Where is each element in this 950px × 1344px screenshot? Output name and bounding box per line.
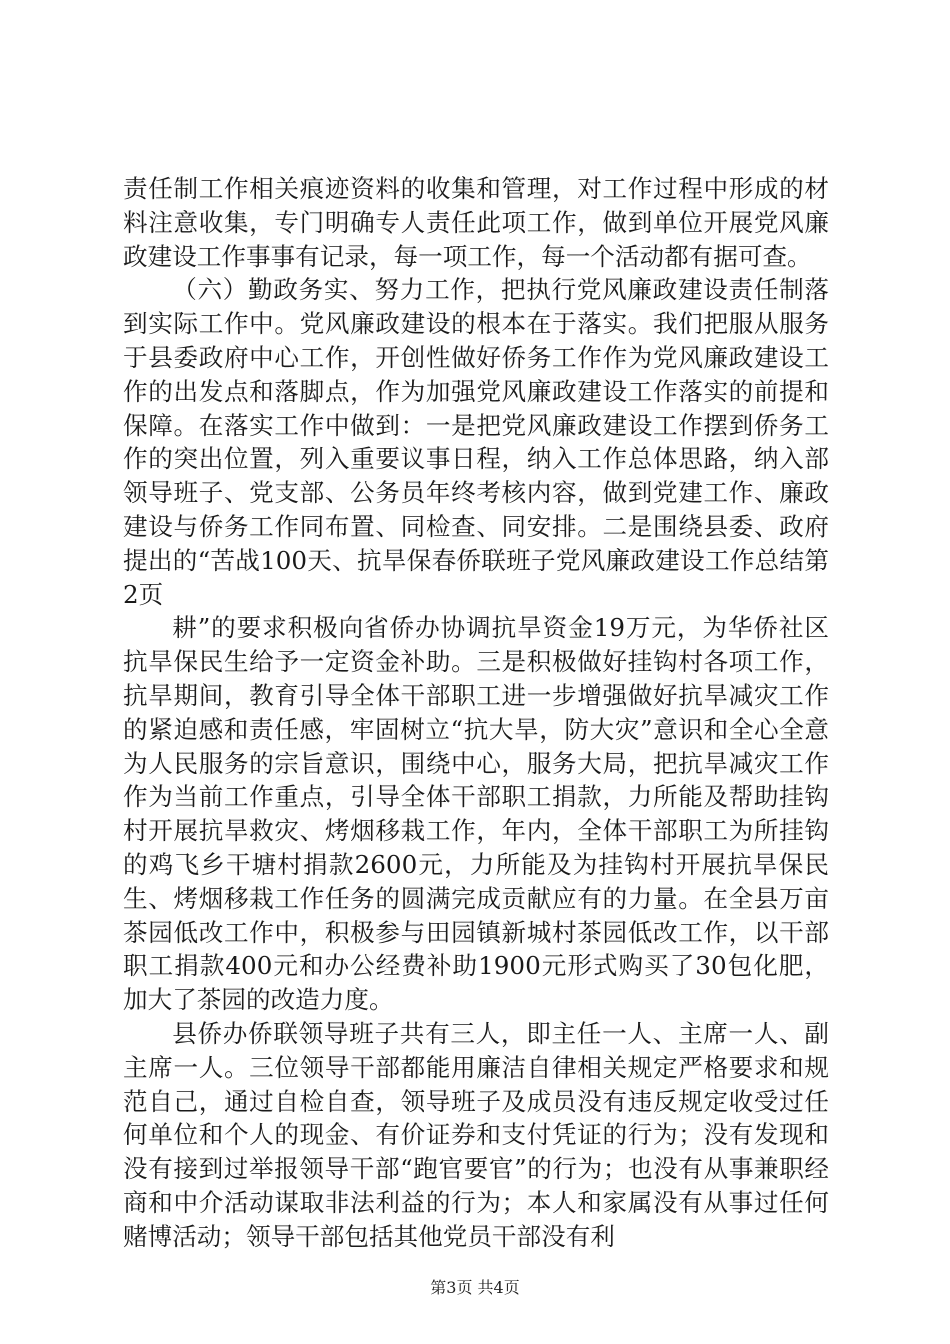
paragraph-2: （六）勤政务实、努力工作，把执行党风廉政建设责任制落到实际工作中。党风廉政建设的根本在于落实。我们把服从服务于县委政府中心工作，开创性做好侨务工作作为党风廉政建设工作的出发点和落脚点，作为加强党风廉政建设工作落实的前提和保障。在落实工作中做到：一是把党风廉政建设工作摆到侨务工作的突出位置，列入重要议事日程，纳入工作总体思路，纳入部领导班子、党支部、公务员年终考核内容，做到党建工作、廉政建设与侨务工作同布置、同检查、同安排。二是围绕县委、政府提出的“苦战100天、抗旱保春侨联班子党风廉政建设工作总结第2页 [123,275,829,609]
paragraph-4: 县侨办侨联领导班子共有三人，即主任一人、主席一人、副主席一人。三位领导干部都能用廉洁自律相关规定严格要求和规范自己，通过自检自查，领导班子及成员没有违反规定收受过任何单位和个人的现金、有价证券和支付凭证的行为；没有发现和没有接到过举报领导干部“跑官要官”的行为；也没有从事兼职经商和中介活动谋取非法利益的行为；本人和家属没有从事过任何赌博活动；领导干部包括其他党员干部没有利 [123,1018,829,1251]
paragraph-3: 耕”的要求积极向省侨办协调抗旱资金19万元，为华侨社区抗旱保民生给予一定资金补助。三是积极做好挂钩村各项工作，抗旱期间，教育引导全体干部职工进一步增强做好抗旱减灾工作的紧迫感和责任感，牢固树立“抗大旱，防大灾”意识和全心全意为人民服务的宗旨意识，围绕中心，服务大局，把抗旱减灾工作作为当前工作重点，引导全体干部职工捐款，力所能及帮助挂钩村开展抗旱救灾、烤烟移栽工作，年内，全体干部职工为所挂钩的鸡飞乡干塘村捐款2600元，力所能及为挂钩村开展抗旱保民生、烤烟移栽工作任务的圆满完成贡献应有的力量。在全县万亩茶园低改工作中，积极参与田园镇新城村茶园低改工作，以干部职工捐款400元和办公经费补助1900元形式购买了30包化肥，加大了茶园的改造力度。 [123,613,829,1015]
page-footer: 第3页 共4页 [430,1278,520,1297]
paragraph-1: 责任制工作相关痕迹资料的收集和管理，对工作过程中形成的材料注意收集，专门明确专人责任此项工作，做到单位开展党风廉政建设工作事事有记录，每一项工作，每一个活动都有据可查。 [123,174,829,271]
document-body [123,172,829,1254]
